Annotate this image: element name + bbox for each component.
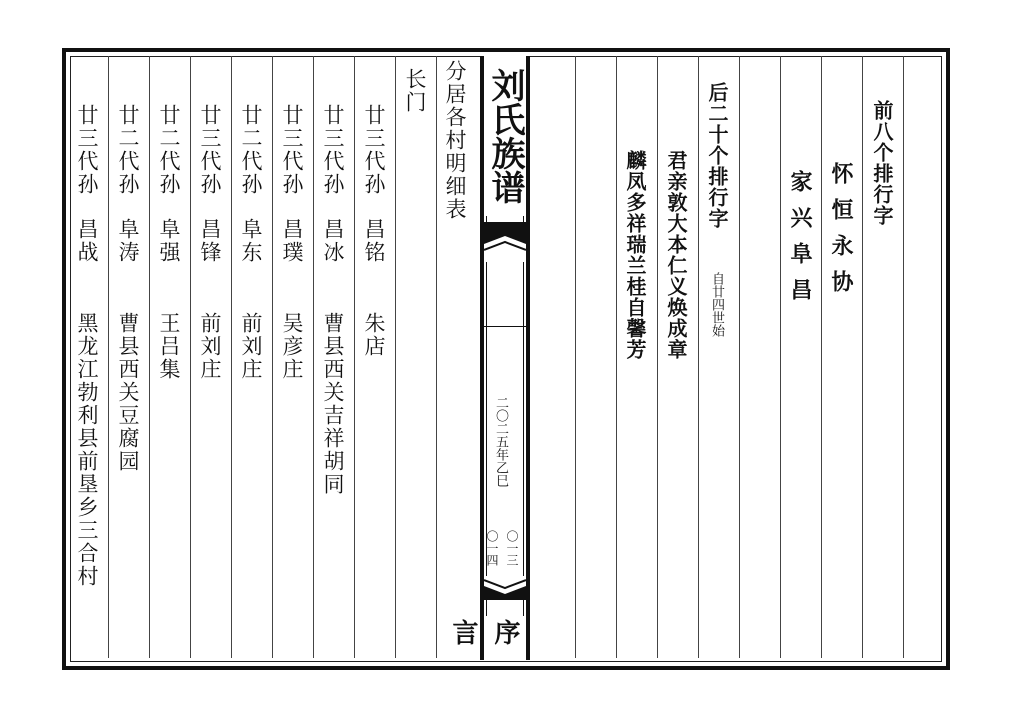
column-rule (657, 56, 658, 658)
row-name: 阜东 (239, 218, 263, 264)
row-place: 曹县西关豆腐园 (116, 312, 140, 473)
row-place: 吴彦庄 (280, 312, 304, 381)
column-rule (395, 56, 396, 658)
second-generation-note: 自廿四世始 (709, 272, 724, 337)
second-generation-heading: 后二十个排行字 (705, 82, 729, 229)
page-number-right: 〇一三 (505, 530, 519, 566)
row-place: 前刘庄 (198, 312, 222, 381)
column-rule (698, 56, 699, 658)
row-generation: 廿二代孙 (239, 104, 263, 196)
row-name: 昌铭 (362, 218, 386, 264)
row-generation: 廿三代孙 (75, 104, 99, 196)
row-generation: 廿三代孙 (198, 104, 222, 196)
row-generation: 廿三代孙 (321, 104, 345, 196)
publication-date: 二〇二五年乙巳 (493, 396, 508, 487)
row-place: 前刘庄 (239, 312, 263, 381)
column-rule (354, 56, 355, 658)
second-generation-chars-1: 君亲敦大本仁义焕成章 (664, 150, 688, 360)
column-rule (436, 56, 437, 658)
row-name: 昌冰 (321, 218, 345, 264)
row-name: 阜涛 (116, 218, 140, 264)
column-rule (780, 56, 781, 658)
column-rule (108, 56, 109, 658)
column-rule (739, 56, 740, 658)
first-generation-chars-2: 家兴阜昌 (787, 170, 812, 314)
second-generation-chars-2: 麟凤多祥瑞兰桂自馨芳 (623, 150, 647, 360)
row-place: 曹县西关吉祥胡同 (321, 312, 345, 496)
column-rule (616, 56, 617, 658)
first-generation-heading: 前八个排行字 (870, 100, 894, 226)
column-rule (313, 56, 314, 658)
column-rule (862, 56, 863, 658)
column-rule (903, 56, 904, 658)
row-place: 黑龙江勃利县前垦乡三合村 (75, 312, 99, 588)
row-name: 昌锋 (198, 218, 222, 264)
row-place: 朱店 (362, 312, 386, 358)
fish-tail-bottom-icon (484, 576, 526, 600)
row-place: 王吕集 (157, 312, 181, 381)
table-heading: 分居各村明细表 (443, 60, 467, 221)
column-rule (190, 56, 191, 658)
branch-label: 长门 (403, 68, 427, 114)
row-generation: 廿三代孙 (362, 104, 386, 196)
fish-tail-top-icon (484, 222, 526, 262)
row-name: 昌璞 (280, 218, 304, 264)
column-rule (149, 56, 150, 658)
page-number-left: 〇一四 (485, 530, 499, 566)
row-name: 阜强 (157, 218, 181, 264)
row-name: 昌战 (75, 218, 99, 264)
row-generation: 廿三代孙 (280, 104, 304, 196)
column-rule (231, 56, 232, 658)
first-generation-chars-1: 怀恒永协 (828, 162, 853, 306)
column-rule (575, 56, 576, 658)
column-rule (272, 56, 273, 658)
section-label: 序言 (484, 616, 526, 660)
column-rule (821, 56, 822, 658)
book-title: 刘氏族谱 (484, 56, 526, 216)
row-generation: 廿二代孙 (157, 104, 181, 196)
row-generation: 廿二代孙 (116, 104, 140, 196)
